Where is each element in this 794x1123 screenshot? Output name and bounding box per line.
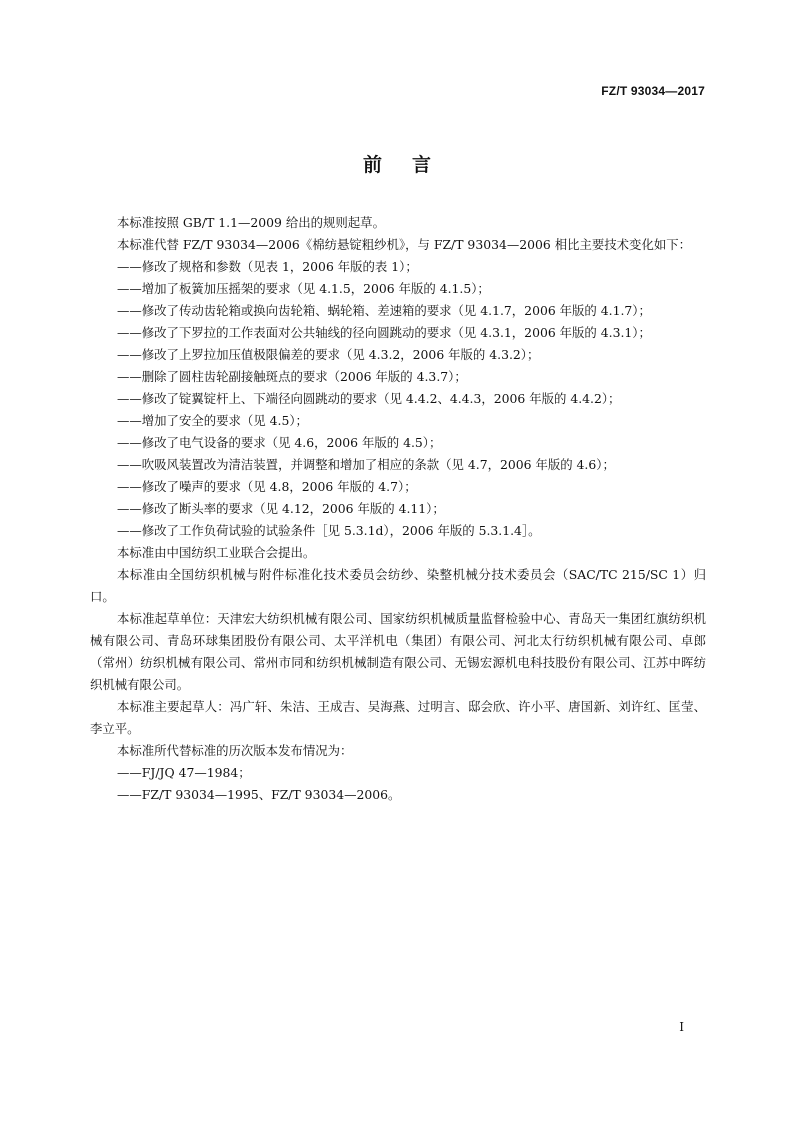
change-item: ——删除了圆柱齿轮副接触斑点的要求（2006 年版的 4.3.7）； <box>117 369 467 384</box>
change-item: ——修改了电气设备的要求（见 4.6，2006 年版的 4.5）； <box>117 435 442 450</box>
paragraph-drafters: 本标准主要起草人：冯广轩、朱洁、王成吉、吴海燕、过明言、邸会欣、许小平、唐国新、刘许红、匡莹、李立平。 <box>90 699 706 736</box>
paragraph-proposer: 本标准由中国纺织工业联合会提出。 <box>117 545 316 560</box>
paragraph-committee: 本标准由全国纺织机械与附件标准化技术委员会纺纱、染整机械分技术委员会（SAC/TC 215/SC 1）归口。 <box>90 567 706 604</box>
change-item: ——修改了规格和参数（见表 1，2006 年版的表 1）； <box>117 259 418 274</box>
history-item: ——FZ/T 93034—1995、FZ/T 93034—2006。 <box>117 787 401 802</box>
document-body <box>90 212 706 806</box>
paragraph-history-intro: 本标准所代替标准的历次版本发布情况为： <box>117 743 353 758</box>
paragraph-drafting-units: 本标准起草单位：天津宏大纺织机械有限公司、国家纺织机械质量监督检验中心、青岛天一集团红旗纺织机械有限公司、青岛环球集团股份有限公司、太平洋机电（集团）有限公司、河北太行纺织机械有限公司、卓郎（常州）纺织机械有限公司、常州市同和纺织机械制造有限公司、无锡宏源机电科技股份有限公司、江苏中晖纺织机械有限公司。 <box>90 611 706 692</box>
change-item: ——修改了传动齿轮箱或换向齿轮箱、蜗轮箱、差速箱的要求（见 4.1.7，2006 年版的 4.1.7）； <box>117 303 651 318</box>
paragraph-replacement: 本标准代替 FZ/T 93034—2006《棉纺悬锭粗纱机》，与 FZ/T 93034—2006 相比主要技术变化如下： <box>117 237 692 252</box>
standard-code: FZ/T 93034—2017 <box>601 84 705 98</box>
change-item: ——吹吸风装置改为清洁装置，并调整和增加了相应的条款（见 4.7，2006 年版的 4.6）； <box>117 457 615 472</box>
change-item: ——修改了噪声的要求（见 4.8，2006 年版的 4.7）； <box>117 479 417 494</box>
page-title: 前言 <box>362 154 461 176</box>
change-item: ——增加了板簧加压摇架的要求（见 4.1.5，2006 年版的 4.1.5）； <box>117 281 490 296</box>
change-item: ——修改了锭翼锭杆上、下端径向圆跳动的要求（见 4.4.2、4.4.3，2006 年版的 4.4.2）； <box>117 391 621 406</box>
change-item: ——修改了下罗拉的工作表面对公共轴线的径向圆跳动的要求（见 4.3.1，2006 年版的 4.3.1）； <box>117 325 651 340</box>
change-item: ——修改了断头率的要求（见 4.12，2006 年版的 4.11）； <box>117 501 445 516</box>
change-item: ——修改了上罗拉加压值极限偏差的要求（见 4.3.2，2006 年版的 4.3.2）； <box>117 347 540 362</box>
history-item: ——FJ/JQ 47—1984； <box>117 765 251 780</box>
paragraph-drafting-rules: 本标准按照 GB/T 1.1—2009 给出的规则起草。 <box>117 215 385 230</box>
change-item: ——增加了安全的要求（见 4.5）； <box>117 413 308 428</box>
page-number: I <box>679 1020 684 1034</box>
change-item: ——修改了工作负荷试验的试验条件［见 5.3.1d），2006 年版的 5.3.1.4］。 <box>117 523 541 538</box>
